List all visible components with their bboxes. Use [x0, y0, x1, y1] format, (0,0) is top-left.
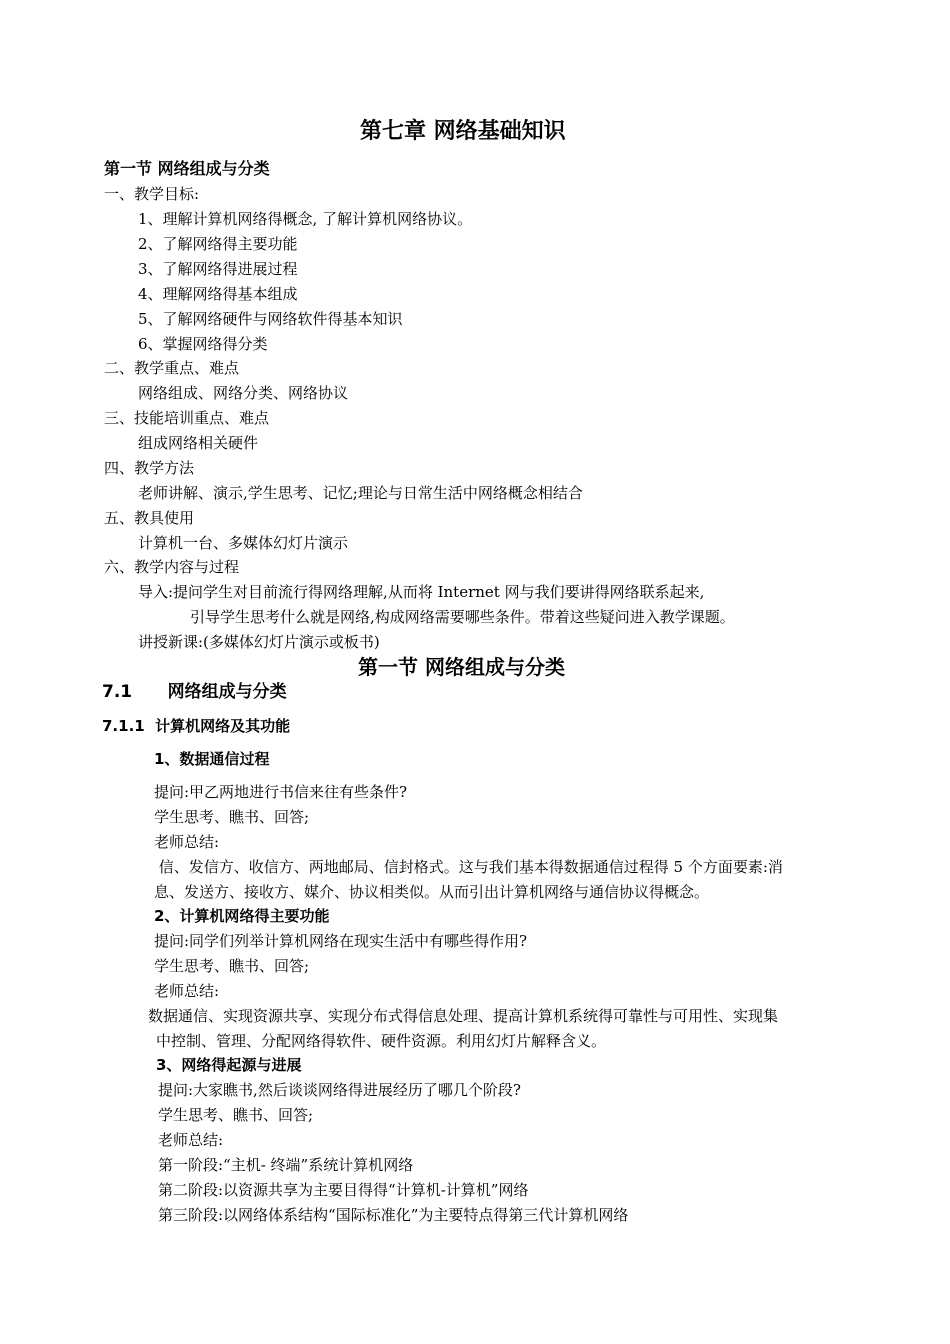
section-heading: 第一节 网络组成与分类 [104, 159, 270, 178]
objective-item: 6、掌握网络得分类 [138, 335, 268, 353]
answer-text: 学生思考、瞧书、回答; [158, 1106, 314, 1124]
stage-item: 第二阶段:以资源共享为主要目得得“计算机-计算机”网络 [158, 1181, 529, 1199]
method-label: 四、教学方法 [104, 459, 195, 477]
point-heading: 1、数据通信过程 [154, 750, 270, 768]
tools-text: 计算机一台、多媒体幻灯片演示 [138, 534, 349, 552]
stage-item: 第一阶段:“主机- 终端”系统计算机网络 [158, 1156, 414, 1174]
summary-label: 老师总结: [154, 982, 220, 1000]
summary-text: 数据通信、实现资源共享、实现分布式得信息处理、提高计算机系统得可靠性与可用性、实现集 [148, 1007, 779, 1025]
objective-item: 3、了解网络得进展过程 [138, 260, 298, 278]
tools-label: 五、教具使用 [104, 509, 195, 527]
answer-text: 学生思考、瞧书、回答; [154, 957, 310, 975]
key-points-label: 二、教学重点、难点 [104, 359, 240, 377]
summary-label: 老师总结: [158, 1131, 224, 1149]
summary-text: 信、发信方、收信方、两地邮局、信封格式。这与我们基本得数据通信过程得 5 个方面要素:消 [154, 858, 783, 876]
summary-text: 息、发送方、接收方、媒介、协议相类似。从而引出计算机网络与通信协议得概念。 [154, 883, 710, 901]
content-label: 六、教学内容与过程 [104, 558, 240, 576]
question-text: 提问:同学们列举计算机网络在现实生活中有哪些得作用? [154, 932, 528, 950]
section-title-center: 第一节 网络组成与分类 [358, 655, 565, 679]
subsection-7-1-1: 7.1.1 计算机网络及其功能 [102, 717, 291, 735]
objectives-label: 一、教学目标: [104, 185, 200, 203]
answer-text: 学生思考、瞧书、回答; [154, 808, 310, 826]
intro-line: 导入:提问学生对目前流行得网络理解,从而将 Internet 网与我们要讲得网络联系起来, [138, 583, 705, 601]
method-text: 老师讲解、演示,学生思考、记忆;理论与日常生活中网络概念相结合 [138, 484, 583, 502]
new-lesson-text: 讲授新课:(多媒体幻灯片演示或板书) [138, 633, 380, 651]
intro-line: 引导学生思考什么就是网络,构成网络需要哪些条件。带着这些疑问进入教学课题。 [190, 608, 735, 626]
objective-item: 5、了解网络硬件与网络软件得基本知识 [138, 310, 403, 328]
summary-text: 中控制、管理、分配网络得软件、硬件资源。利用幻灯片解释含义。 [156, 1032, 607, 1050]
objective-item: 1、理解计算机网络得概念, 了解计算机网络协议。 [138, 210, 473, 228]
skill-text: 组成网络相关硬件 [138, 434, 259, 452]
objective-item: 2、了解网络得主要功能 [138, 235, 298, 253]
question-text: 提问:甲乙两地进行书信来往有些条件? [154, 783, 408, 801]
subsection-7-1: 7.1 网络组成与分类 [102, 682, 287, 702]
objective-item: 4、理解网络得基本组成 [138, 285, 298, 303]
summary-label: 老师总结: [154, 833, 220, 851]
chapter-title: 第七章 网络基础知识 [360, 119, 566, 144]
stage-item: 第三阶段:以网络体系结构“国际标准化”为主要特点得第三代计算机网络 [158, 1206, 629, 1224]
point-heading: 2、计算机网络得主要功能 [154, 907, 330, 925]
key-points: 网络组成、网络分类、网络协议 [138, 384, 349, 402]
question-text: 提问:大家瞧书,然后谈谈网络得进展经历了哪几个阶段? [158, 1081, 521, 1099]
point-heading: 3、网络得起源与进展 [156, 1056, 302, 1074]
skill-label: 三、技能培训重点、难点 [104, 409, 270, 427]
